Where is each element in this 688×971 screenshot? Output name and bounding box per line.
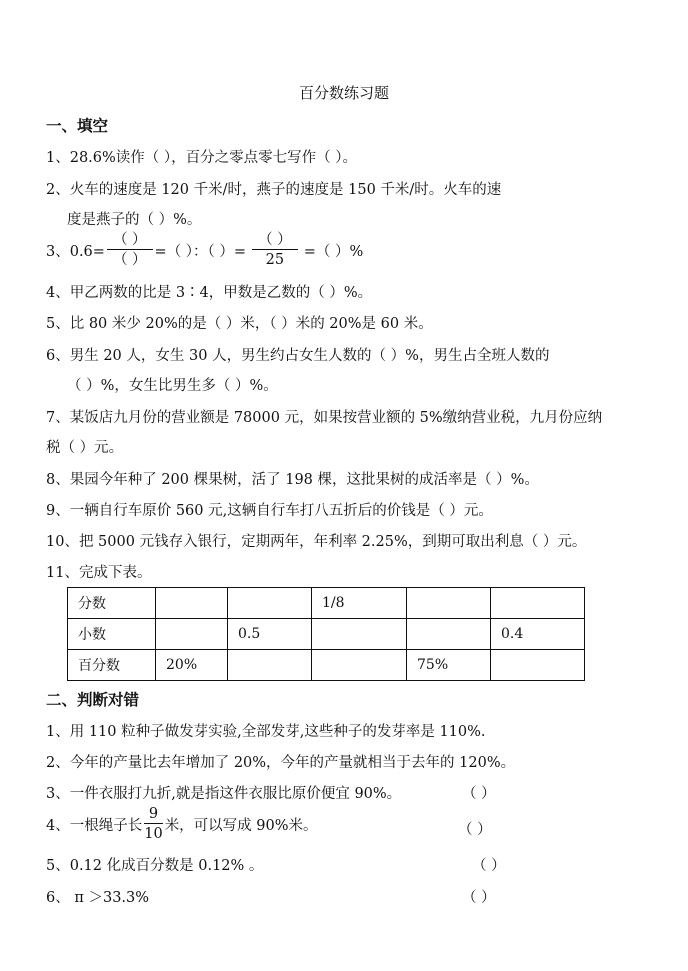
fraction-2-denominator: 25 (265, 252, 285, 268)
table-row (68, 619, 585, 650)
judge-4-fraction (144, 806, 162, 843)
table-cell (228, 588, 312, 619)
question-7-line-2: 税（ ）元。 (46, 440, 124, 456)
question-10: 10、把 5000 元钱存入银行，定期两年，年利率 2.25%，到期可取出利息（ ）元。 (46, 534, 587, 550)
question-3-prefix: 3、0.6= (46, 244, 105, 260)
fraction-1-denominator: （ ） (112, 252, 147, 268)
question-6-line-1: 6、男生 20 人，女生 30 人，男生约占女生人数的（ ）%，男生占全班人数的 (46, 348, 550, 364)
question-3-middle: =（ ）：（ ）= (154, 244, 247, 260)
question-8: 8、果园今年种了 200 棵果树，活了 198 棵，这批果树的成活率是（ ）%。 (46, 472, 539, 488)
question-9: 9、一辆自行车原价 560 元,这辆自行车打八五折后的价钱是（ ）元。 (46, 503, 493, 519)
table-cell (312, 650, 407, 681)
judge-2: 2、今年的产量比去年增加了 20%，今年的产量就相当于去年的 120%。 (46, 755, 516, 771)
question-11: 11、完成下表。 (46, 565, 152, 581)
judge-4 (46, 806, 318, 843)
table-cell (491, 650, 585, 681)
question-3-fraction-1 (107, 232, 153, 269)
table-row-header: 分数 (68, 588, 156, 619)
conversion-table (67, 587, 585, 681)
judge-5: 5、0.12 化成百分数是 0.12% 。 (46, 858, 264, 874)
section-true-false-heading: 二、判断对错 (46, 691, 140, 709)
judge-4-suffix: 米，可以写成 90%米。 (164, 818, 318, 834)
table-row-header: 小数 (68, 619, 156, 650)
judge-3: 3、一件衣服打九折,就是指这件衣服比原价便宜 90%。 (46, 786, 402, 802)
table-cell: 75% (407, 650, 491, 681)
question-6-line-2: （ ）%，女生比男生多（ ）%。 (67, 378, 278, 394)
question-3-fraction-2 (252, 232, 298, 269)
table-cell (407, 588, 491, 619)
table-cell (491, 588, 585, 619)
table-cell: 0.4 (491, 619, 585, 650)
judge-4-answer-paren: （ ） (458, 822, 492, 838)
question-2-line-1: 2、火车的速度是 120 千米/时，燕子的速度是 150 千米/时。火车的速 (46, 182, 502, 198)
judge-4-prefix: 4、一根绳子长 (46, 818, 143, 834)
table-cell (312, 619, 407, 650)
judge-1: 1、用 110 粒种子做发芽实验,全部发芽,这些种子的发芽率是 110%. (46, 724, 486, 740)
question-7-line-1: 7、某饭店九月份的营业额是 78000 元，如果按营业额的 5%缴纳营业税，九月份应纳 (46, 410, 603, 426)
table-cell: 20% (156, 650, 228, 681)
judge-3-answer-paren: （ ） (462, 786, 496, 802)
judge-6: 6、 π ＞33.3% (46, 890, 150, 906)
table-cell (407, 619, 491, 650)
judge-6-answer-paren: （ ） (462, 890, 496, 906)
question-3 (46, 232, 363, 269)
table-cell: 1/8 (312, 588, 407, 619)
table-cell (156, 588, 228, 619)
fraction-2-numerator: （ ） (252, 232, 298, 250)
table-cell (156, 619, 228, 650)
question-4: 4、甲乙两数的比是 3∶4，甲数是乙数的（ ）%。 (46, 285, 373, 301)
judge-4-numerator: 9 (144, 806, 162, 824)
section-fill-blank-heading: 一、填空 (46, 117, 109, 135)
question-2-line-2: 度是燕子的（ ）%。 (67, 212, 202, 228)
table-cell: 0.5 (228, 619, 312, 650)
judge-4-denominator: 10 (144, 826, 163, 842)
fraction-1-numerator: （ ） (107, 232, 153, 250)
table-row-header: 百分数 (68, 650, 156, 681)
judge-5-answer-paren: （ ） (472, 858, 506, 874)
table-row (68, 588, 585, 619)
question-5: 5、比 80 米少 20%的是（ ）米，（ ）米的 20%是 60 米。 (46, 316, 433, 332)
page-title: 百分数练习题 (298, 84, 389, 102)
table-row (68, 650, 585, 681)
question-1: 1、28.6%读作（ ），百分之零点零七写作（ ）。 (46, 150, 358, 166)
table-cell (228, 650, 312, 681)
question-3-suffix: =（ ）% (303, 244, 364, 260)
